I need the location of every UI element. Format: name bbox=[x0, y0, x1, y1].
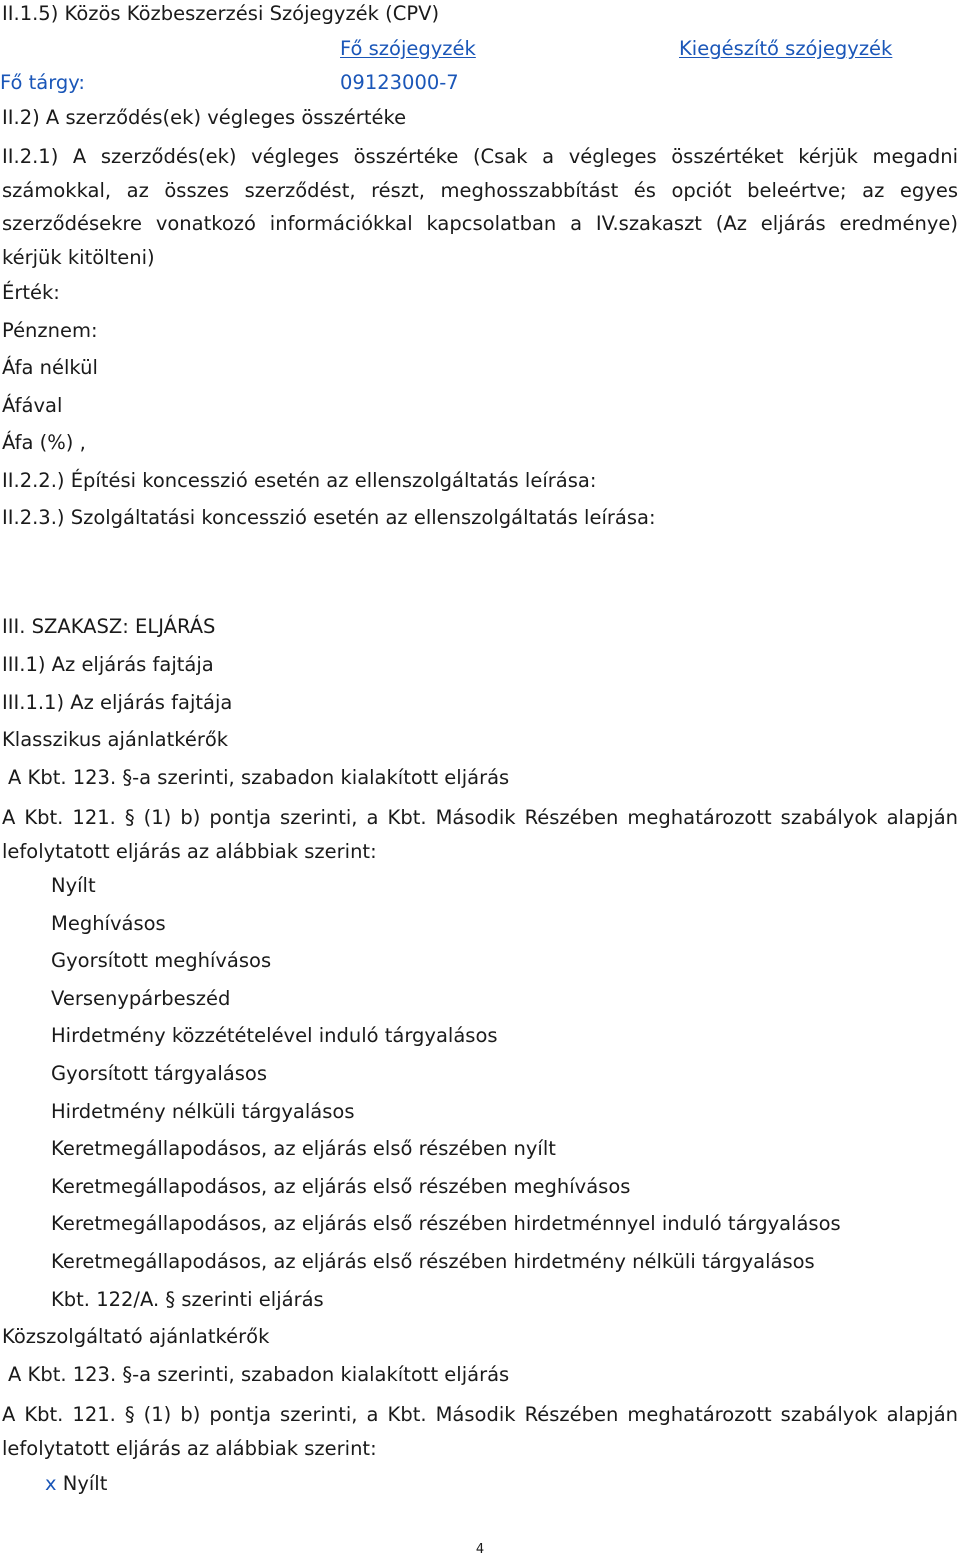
contract-value-heading: II.2) A szerződés(ek) végleges összértéke bbox=[2, 106, 407, 129]
with-vat-label: Áfával bbox=[2, 394, 63, 417]
service-concession-label: II.2.3.) Szolgáltatási koncesszió esetén az ellenszolgáltatás leírása: bbox=[2, 506, 656, 529]
procedure-type-heading: III.1) Az eljárás fajtája bbox=[2, 653, 214, 676]
paragraph-line: lefolytatott eljárás az alábbiak szerint: bbox=[2, 1436, 377, 1460]
procedure-option: Hirdetmény nélküli tárgyalásos bbox=[51, 1100, 355, 1123]
procedure-option: Gyorsított meghívásos bbox=[51, 949, 272, 972]
procedure-option: Keretmegállapodásos, az eljárás első részében hirdetmény nélküli tárgyalásos bbox=[51, 1250, 815, 1273]
cpv-heading: II.1.5) Közös Közbeszerzési Szójegyzék (CPV) bbox=[2, 2, 440, 25]
procedure-option: Nyílt bbox=[51, 874, 96, 897]
page-number: 4 bbox=[475, 1542, 485, 1557]
without-vat-label: Áfa nélkül bbox=[2, 356, 98, 379]
paragraph-line: kérjük kitölteni) bbox=[2, 245, 155, 269]
procedure-option: Keretmegállapodásos, az eljárás első részében hirdetménnyel induló tárgyalásos bbox=[51, 1212, 841, 1235]
procedure-option: Keretmegállapodásos, az eljárás első részében nyílt bbox=[51, 1137, 556, 1160]
selected-option-label: Nyílt bbox=[62, 1472, 108, 1495]
procedure-option: Meghívásos bbox=[51, 912, 166, 935]
contract-value-paragraph bbox=[2, 140, 958, 274]
procedure-option: Kbt. 122/A. § szerinti eljárás bbox=[51, 1288, 324, 1311]
paragraph-line: szerződésekre vonatkozó információkkal kapcsolatban a IV.szakaszt (Az eljárás eredménye) bbox=[2, 212, 958, 235]
procedure-section-heading: III. SZAKASZ: ELJÁRÁS bbox=[2, 615, 216, 638]
paragraph-line: A Kbt. 121. § (1) b) pontja szerinti, a Kbt. Második Részében meghatározott szabályok alapján bbox=[2, 1403, 958, 1426]
utility-art123-option: A Kbt. 123. §-a szerinti, szabadon kialakított eljárás bbox=[8, 1363, 510, 1386]
procedure-option: Versenypárbeszéd bbox=[51, 987, 231, 1010]
classic-contracting-title: Klasszikus ajánlatkérők bbox=[2, 728, 229, 751]
value-label: Érték: bbox=[2, 281, 60, 304]
procedure-option: Gyorsított tárgyalásos bbox=[51, 1062, 267, 1085]
classic-art121-text bbox=[2, 801, 958, 868]
paragraph-line: A Kbt. 121. § (1) b) pontja szerinti, a Kbt. Második Részében meghatározott szabályok alapján bbox=[2, 806, 958, 829]
utility-art121-text bbox=[2, 1398, 958, 1465]
main-subject-code: 09123000-7 bbox=[340, 71, 459, 94]
procedure-option: Hirdetmény közzétételével induló tárgyalásos bbox=[51, 1024, 498, 1047]
vat-percent-label: Áfa (%) , bbox=[2, 431, 86, 454]
utility-selected-option bbox=[45, 1472, 107, 1496]
works-concession-label: II.2.2.) Építési koncesszió esetén az ellenszolgáltatás leírása: bbox=[2, 469, 597, 492]
paragraph-line: lefolytatott eljárás az alábbiak szerint: bbox=[2, 839, 377, 863]
paragraph-line: II.2.1) A szerződés(ek) végleges összértéke (Csak a végleges összértéket kérjük megadni bbox=[2, 145, 958, 168]
paragraph-line: számokkal, az összes szerződést, részt, meghosszabbítást és opciót beleértve; az egyes bbox=[2, 178, 958, 202]
selected-mark: x bbox=[45, 1472, 57, 1495]
currency-label: Pénznem: bbox=[2, 319, 98, 342]
utility-contracting-title: Közszolgáltató ajánlatkérők bbox=[2, 1325, 270, 1348]
main-subject-label: Fő tárgy: bbox=[0, 71, 85, 94]
procedure-option: Keretmegállapodásos, az eljárás első részében meghívásos bbox=[51, 1175, 631, 1198]
main-vocabulary-link[interactable]: Fő szójegyzék bbox=[340, 37, 476, 60]
classic-art123-option: A Kbt. 123. §-a szerinti, szabadon kialakított eljárás bbox=[8, 766, 510, 789]
supplementary-vocabulary-link[interactable]: Kiegészítő szójegyzék bbox=[679, 37, 893, 60]
procedure-type-subheading: III.1.1) Az eljárás fajtája bbox=[2, 691, 233, 714]
